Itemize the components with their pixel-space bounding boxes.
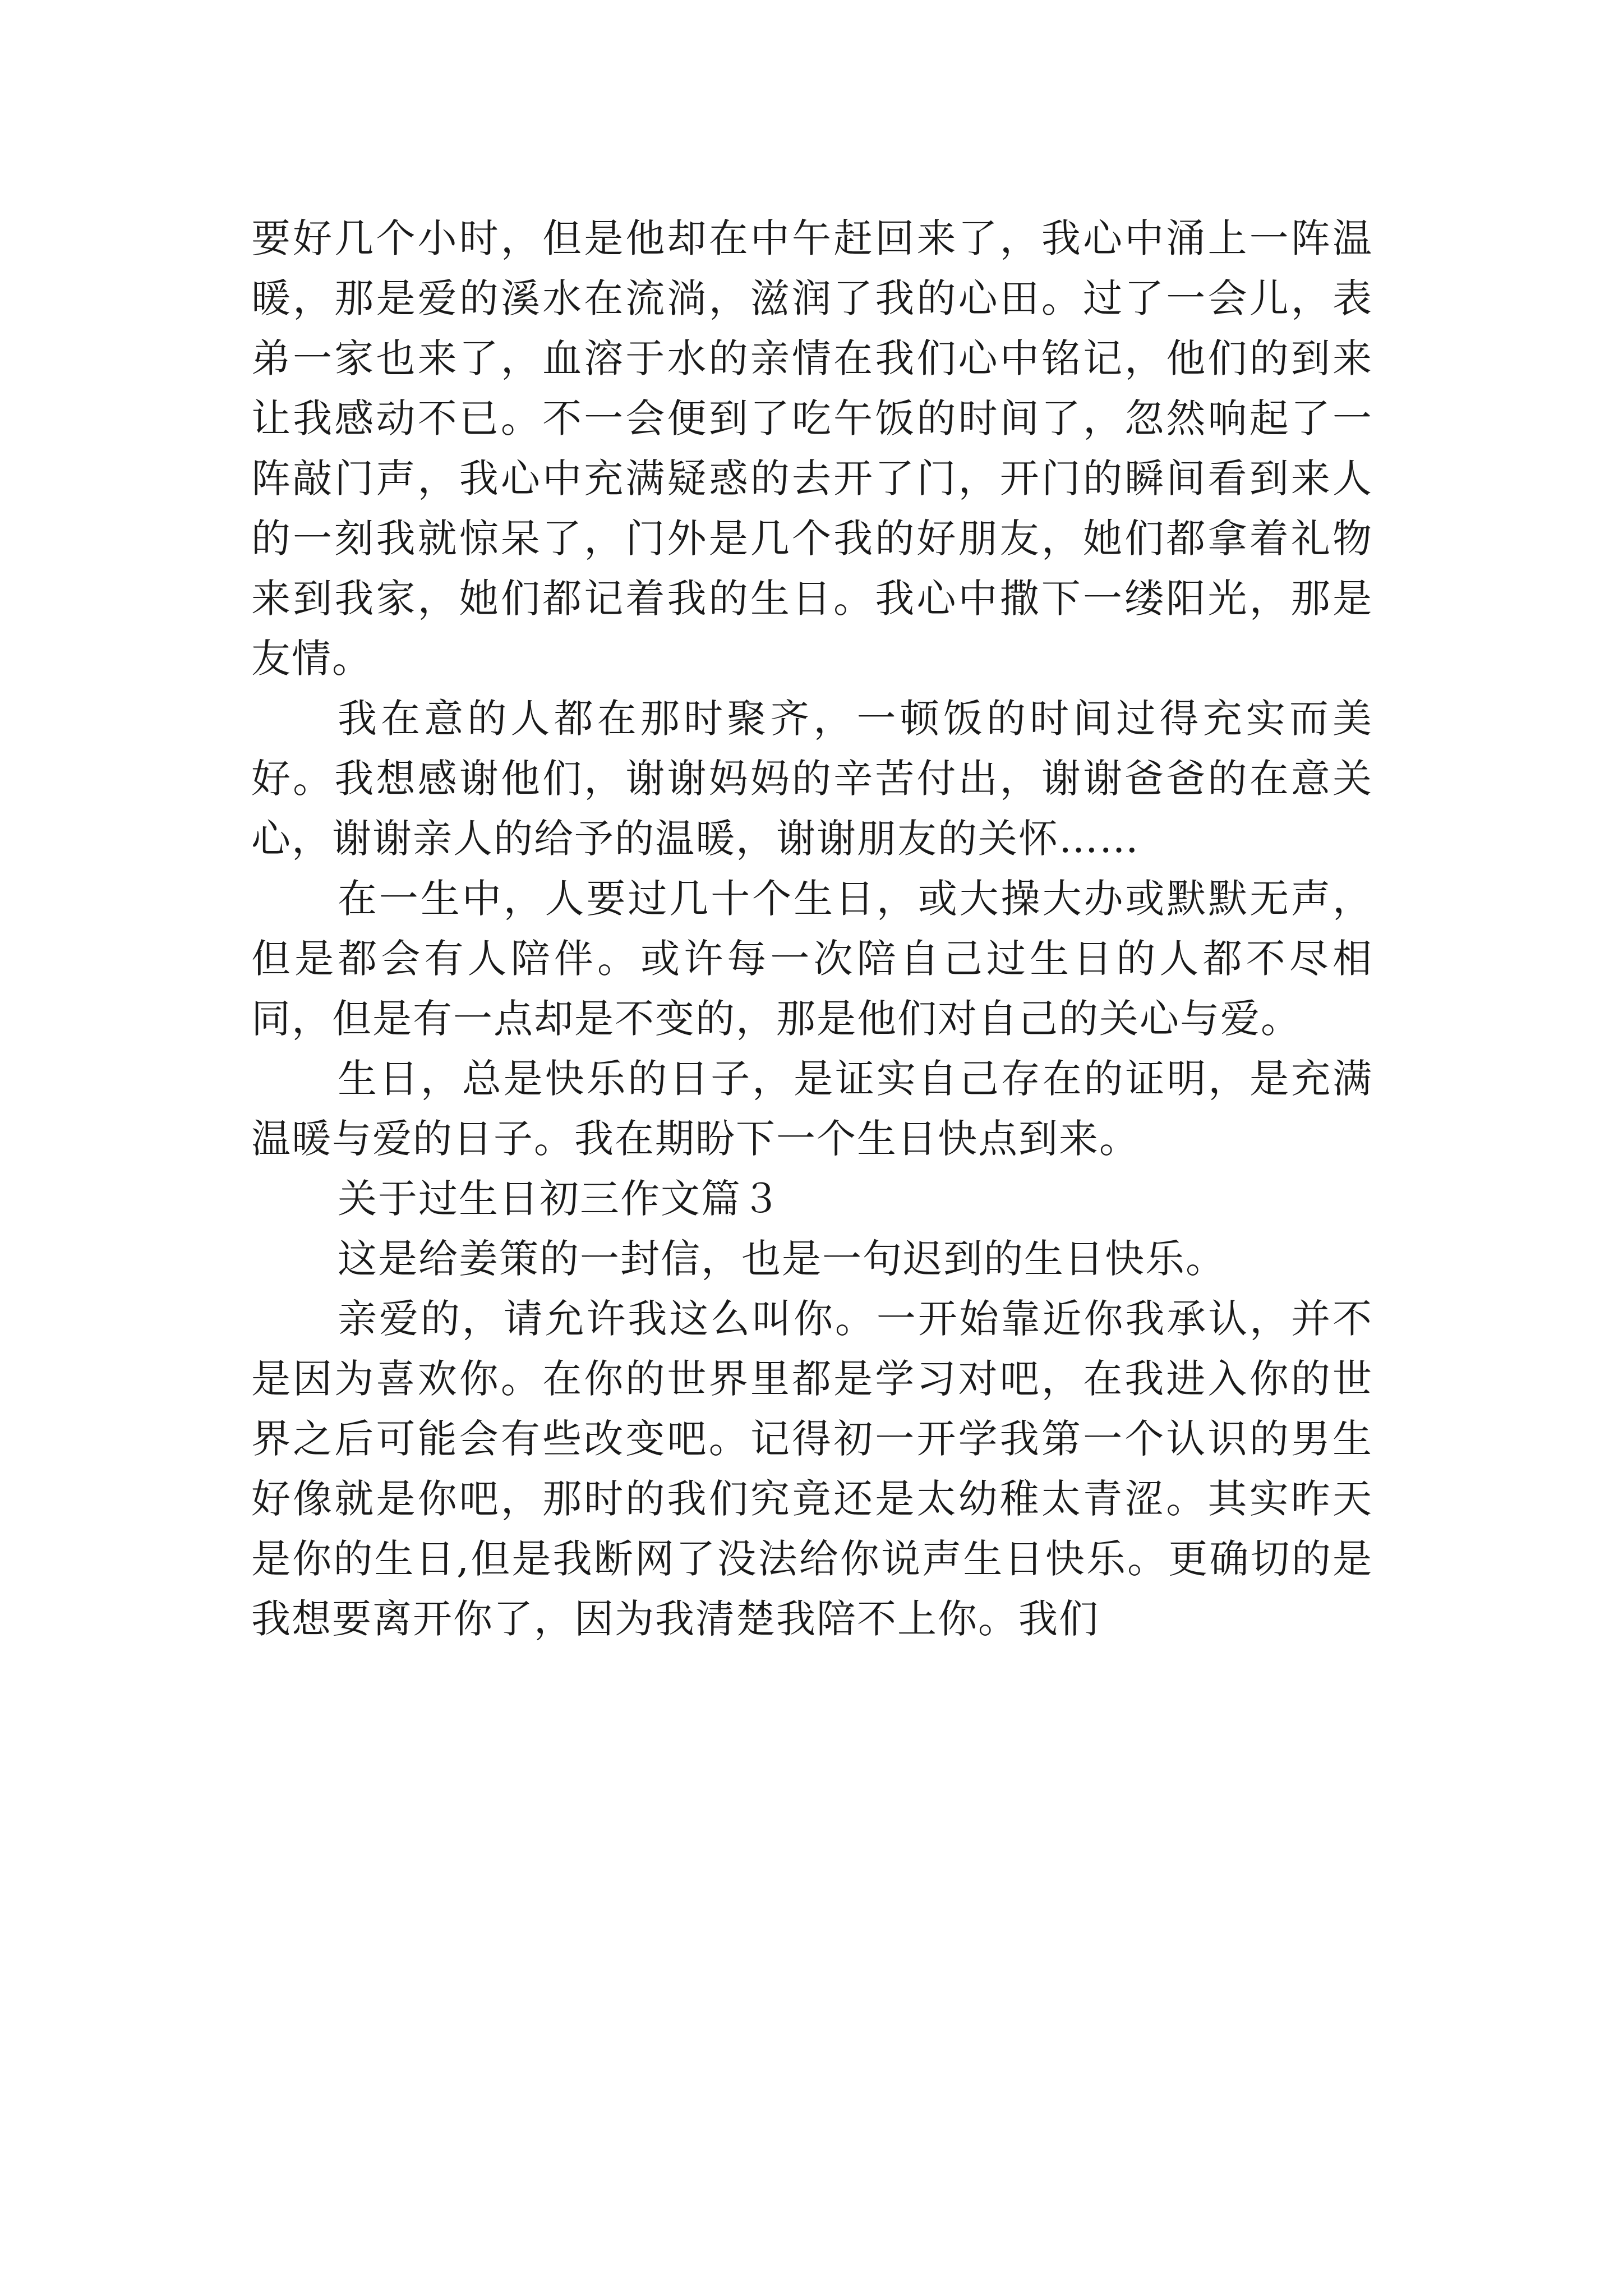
paragraph-letter-intro: 这是给姜策的一封信，也是一句迟到的生日快乐。	[338, 1236, 1226, 1282]
section-heading: 关于过生日初三作文篇３	[338, 1176, 782, 1222]
paragraph-companionship: 在一生中，人要过几十个生日，或大操大办或默默无声，但是都会有人陪伴。或许每一次陪自己过生日的人都不尽相同，但是有一点却是不变的，那是他们对自己的关心与爱。	[251, 876, 1373, 1042]
paragraph-gratitude: 我在意的人都在那时聚齐，一顿饭的时间过得充实而美好。我想感谢他们，谢谢妈妈的辛苦付出，谢谢爸爸的在意关心，谢谢亲人的给予的温暖，谢谢朋友的关怀……	[251, 696, 1373, 862]
paragraph-continued: 要好几个小时，但是他却在中午赶回来了，我心中涌上一阵温暖，那是爱的溪水在流淌，滋润了我的心田。过了一会儿，表弟一家也来了，血溶于水的亲情在我们心中铭记，他们的到来让我感动不已。不一会便到了吃午饭的时间了，忽然响起了一阵敲门声，我心中充满疑惑的去开了门，开门的瞬间看到来人的一刻我就惊呆了，门外是几个我的好朋友，她们都拿着礼物来到我家，她们都记着我的生日。我心中撒下一缕阳光，那是友情。	[251, 215, 1373, 682]
document-body	[251, 209, 1373, 1649]
paragraph-letter-body: 亲爱的，请允许我这么叫你。一开始靠近你我承认，并不是因为喜欢你。在你的世界里都是学习对吧，在我进入你的世界之后可能会有些改变吧。记得初一开学我第一个认识的男生好像就是你吧，那时的我们究竟还是太幼稚太青涩。其实昨天是你的生日,但是我断网了没法给你说声生日快乐。更确切的是我想要离开你了，因为我清楚我陪不上你。我们	[251, 1296, 1373, 1642]
paragraph-conclusion: 生日，总是快乐的日子，是证实自己存在的证明，是充满温暖与爱的日子。我在期盼下一个生日快点到来。	[251, 1056, 1373, 1162]
